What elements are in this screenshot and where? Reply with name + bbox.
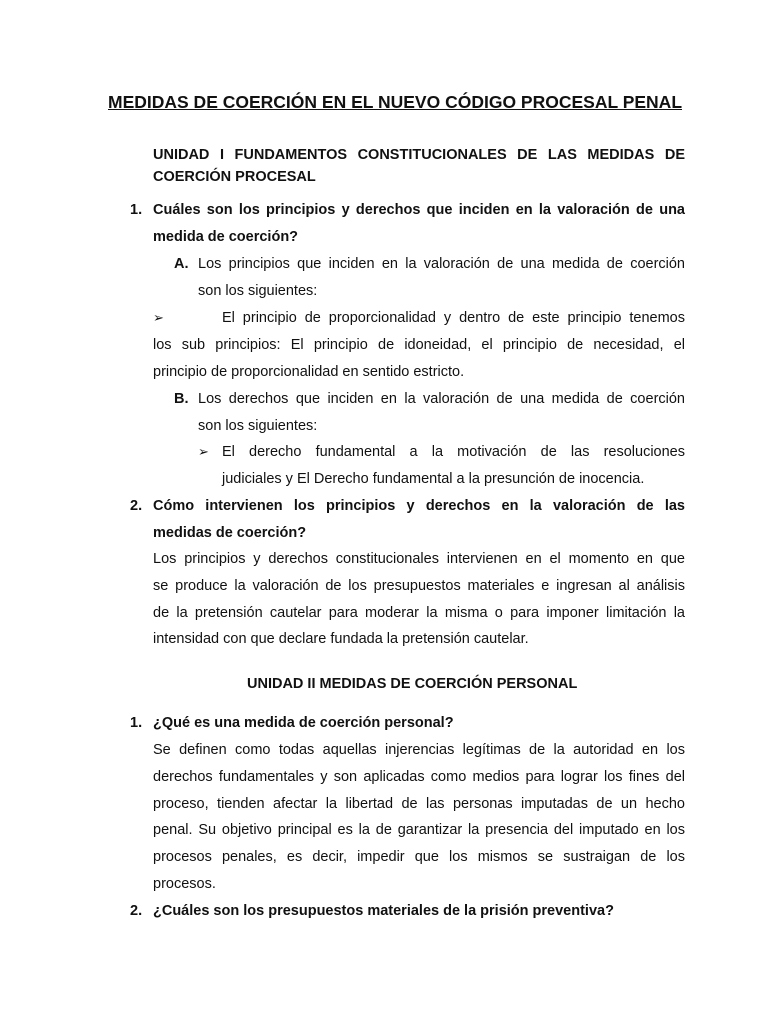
arrow-bullet-icon: ➢ (153, 310, 164, 325)
unit-2-answer-1-line-4: penal. Su objetivo principal es la de garantizar la presencia del imputado en los (153, 822, 685, 838)
answer-2-line-3: de la pretensión cautelar para moderar la misma o para imponer limitación la (153, 605, 685, 621)
item-b-line-2: son los siguientes: (198, 418, 318, 434)
bullet-1-line-1: El principio de proporcionalidad y dentro de este principio tenemos (222, 310, 685, 326)
unit-1-heading-line-1: UNIDAD I FUNDAMENTOS CONSTITUCIONALES DE LAS MEDIDAS DE (153, 147, 685, 163)
question-1-number: 1. (130, 202, 143, 218)
bullet-2-line-1: El derecho fundamental a la motivación de las resoluciones (222, 444, 685, 460)
unit-2-question-2: ¿Cuáles son los presupuestos materiales de la prisión preventiva? (153, 903, 614, 919)
question-2-line-2: medidas de coerción? (153, 525, 307, 541)
item-b-line-1: Los derechos que inciden en la valoración de una medida de coerción (198, 391, 685, 407)
bullet-1-line-2: los sub principios: El principio de idoneidad, el principio de necesidad, el (153, 337, 685, 353)
item-a-line-2: son los siguientes: (198, 283, 318, 299)
unit-2-question-2-number: 2. (130, 903, 143, 919)
unit-1-heading-line-2: COERCIÓN PROCESAL (153, 169, 316, 185)
bullet-1-line-3: principio de proporcionalidad en sentido estricto. (153, 364, 465, 380)
unit-1-heading (153, 144, 685, 188)
item-b-letter: B. (174, 391, 189, 407)
question-1-line-1: Cuáles son los principios y derechos que inciden en la valoración de una (153, 202, 685, 218)
unit-2-heading: UNIDAD II MEDIDAS DE COERCIÓN PERSONAL (247, 676, 578, 692)
question-2-number: 2. (130, 498, 143, 514)
answer-2-line-1: Los principios y derechos constitucionales intervienen en el momento en que (153, 551, 685, 567)
unit-2-answer-1-line-5: procesos penales, es decir, impedir que los mismos se sustraigan de los (153, 849, 685, 865)
unit-2-question-1: ¿Qué es una medida de coerción personal? (153, 715, 454, 731)
item-a-letter: A. (174, 256, 189, 272)
bullet-2-line-2: judiciales y El Derecho fundamental a la presunción de inocencia. (222, 471, 645, 487)
question-2-line-1: Cómo intervienen los principios y derechos en la valoración de las (153, 498, 685, 514)
unit-2-answer-1-line-1: Se definen como todas aquellas injerencias legítimas de la autoridad en los (153, 742, 685, 758)
unit-2-question-1-number: 1. (130, 715, 143, 731)
question-1-line-2: medida de coerción? (153, 229, 299, 245)
document-title: MEDIDAS DE COERCIÓN EN EL NUEVO CÓDIGO PROCESAL PENAL (108, 92, 683, 112)
arrow-bullet-icon: ➢ (198, 444, 209, 459)
unit-2-answer-1-line-6: procesos. (153, 876, 216, 892)
answer-2-line-2: se produce la valoración de los presupuestos materiales e ingresan al análisis (153, 578, 685, 594)
answer-2-line-4: intensidad con que declare fundada la pretensión cautelar. (153, 631, 529, 647)
unit-2-answer-1-line-2: derechos fundamentales y son aplicadas como medios para lograr los fines del (153, 769, 685, 785)
unit-2-answer-1-line-3: proceso, tienden afectar la libertad de las personas imputadas de un hecho (153, 796, 685, 812)
item-a-line-1: Los principios que inciden en la valoración de una medida de coerción (198, 256, 685, 272)
